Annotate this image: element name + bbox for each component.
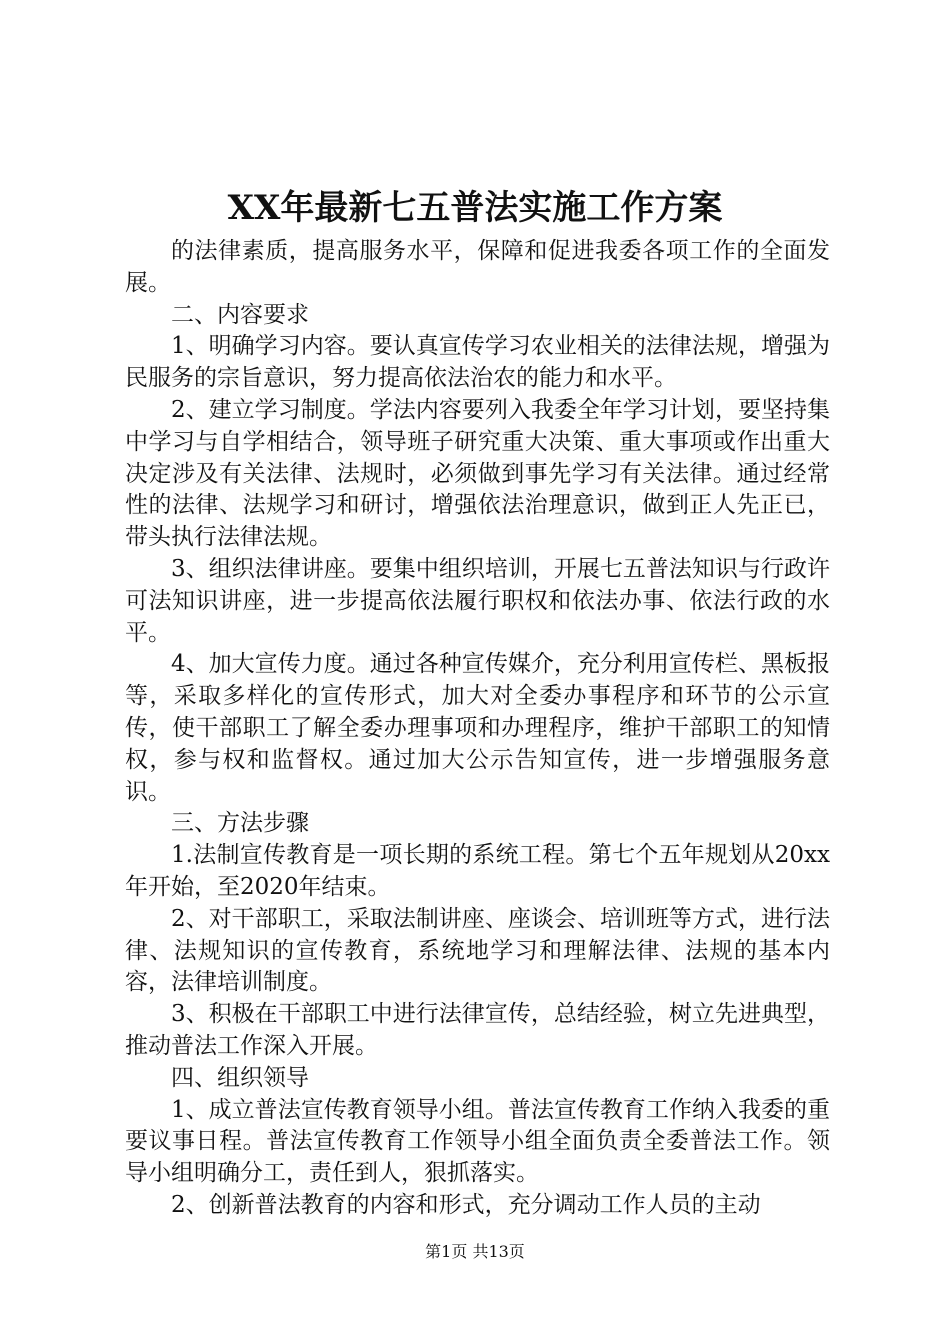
paragraph-study-system: 2、建立学习制度。学法内容要列入我委全年学习计划，要坚持集中学习与自学相结合，领导班子研究重大决策、重大事项或作出重大决定涉及有关法律、法规时，必须做到事先学习有关法律。通过经常性的法律、法规学习和研讨，增强依法治理意识，做到正人先正已，带头执行法律法规。 [125,396,830,551]
document-title: XX年最新七五普法实施工作方案 [227,188,723,228]
paragraph-intro: 的法律素质，提高服务水平，保障和促进我委各项工作的全面发展。 [125,238,830,296]
paragraph-publicity: 4、加大宣传力度。通过各种宣传媒介，充分利用宣传栏、黑板报等，采取多样化的宣传形式，加大对全委办事程序和环节的公示宣传，使干部职工了解全委办理事项和办理程序，维护干部职工的知情权，参与权和监督权。通过加大公示告知宣传，进一步增强服务意识。 [125,651,830,805]
page-number-footer: 第1页 共13页 [425,1242,525,1261]
paragraph-legal-promotion: 3、积极在干部职工中进行法律宣传，总结经验，树立先进典型，推动普法工作深入开展。 [125,1001,830,1059]
section-heading-methods-steps: 三、方法步骤 [171,810,309,837]
section-heading-organization: 四、组织领导 [171,1064,309,1091]
paragraph-long-term-project: 1.法制宣传教育是一项长期的系统工程。第七个五年规划从20xx年开始，至2020年结束。 [125,842,830,900]
section-heading-content-requirements: 二、内容要求 [171,301,309,328]
paragraph-innovation: 2、创新普法教育的内容和形式，充分调动工作人员的主动 [171,1191,761,1218]
paragraph-law-lectures: 3、组织法律讲座。要集中组织培训，开展七五普法知识与行政许可法知识讲座，进一步提高依法履行职权和依法办事、依法行政的水平。 [125,555,830,646]
paragraph-study-content: 1、明确学习内容。要认真宣传学习农业相关的法律法规，增强为民服务的宗旨意识，努力提高依法治农的能力和水平。 [125,333,830,392]
paragraph-leading-group: 1、成立普法宣传教育领导小组。普法宣传教育工作纳入我委的重要议事日程。普法宣传教育工作领导小组全面负责全委普法工作。领导小组明确分工，责任到人，狠抓落实。 [125,1096,830,1187]
paragraph-staff-education: 2、对干部职工，采取法制讲座、座谈会、培训班等方式，进行法律、法规知识的宣传教育，系统地学习和理解法律、法规的基本内容，法律培训制度。 [125,905,830,996]
document-body [125,236,830,1222]
